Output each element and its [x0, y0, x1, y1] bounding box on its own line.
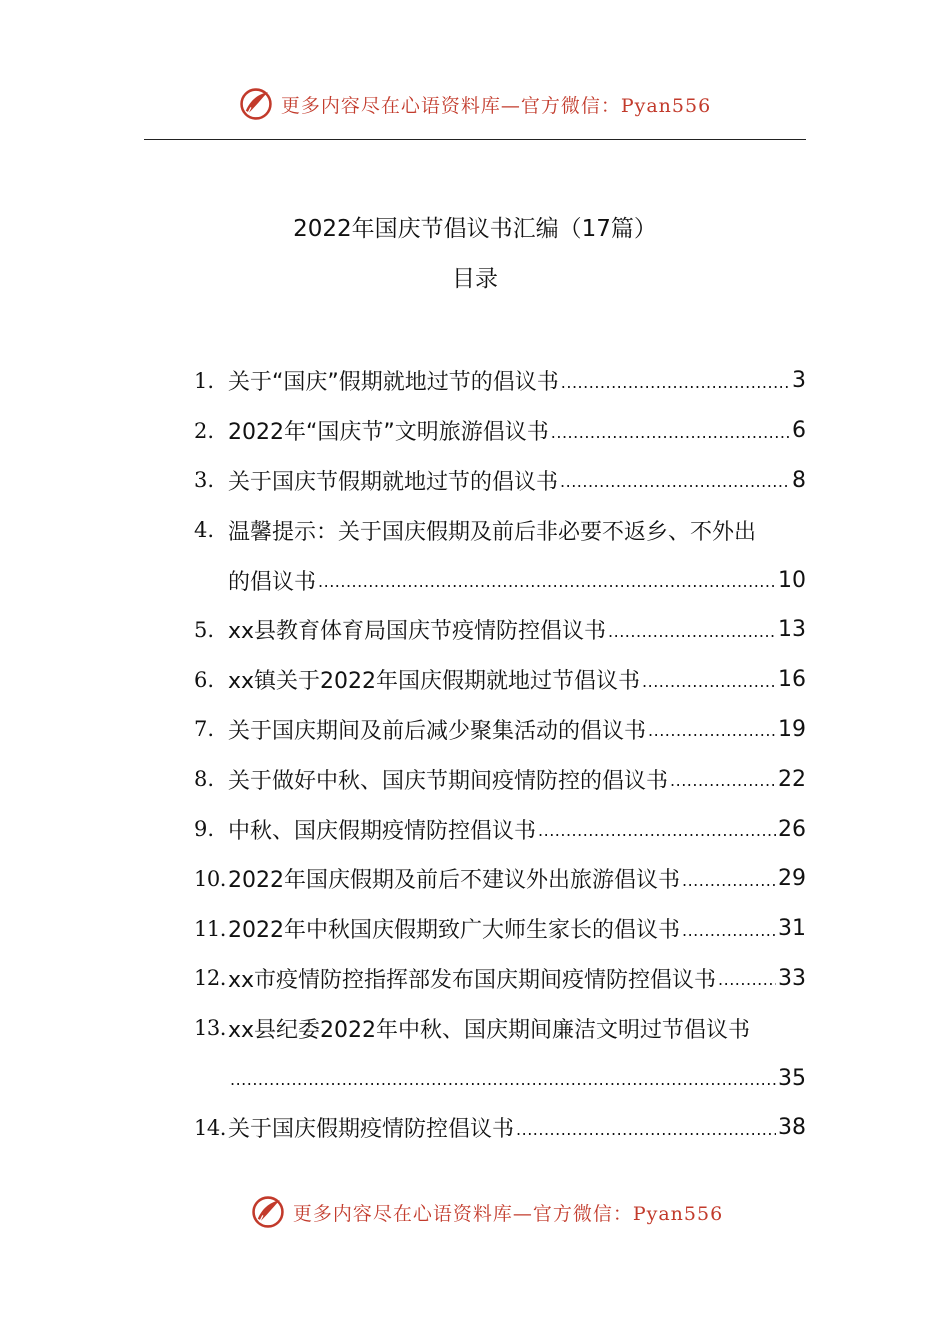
toc-entry-page: 3 — [792, 368, 806, 394]
toc-entry-10[interactable] — [194, 854, 806, 904]
watermark-wechat-id: Pyan556 — [620, 94, 712, 117]
toc-entry-title: 2022年国庆假期及前后不建议外出旅游倡议书 — [228, 868, 680, 894]
table-of-contents — [194, 356, 806, 1153]
toc-entry-page: 33 — [778, 965, 806, 991]
toc-entry-2[interactable] — [194, 406, 806, 456]
dot-leader — [718, 967, 776, 989]
header-rule — [144, 139, 806, 140]
toc-entry-title: xx市疫情防控指挥部发布国庆期间疫情防控倡议书 — [228, 967, 717, 993]
toc-entry-page: 19 — [778, 716, 806, 742]
toc-entry-page: 31 — [778, 916, 806, 942]
watermark-label: 更多内容尽在心语资料库—官方微信： — [280, 94, 621, 117]
toc-entry-page: 6 — [792, 418, 806, 444]
toc-entry-title: 关于做好中秋、国庆节期间疫情防控的倡议书 — [228, 768, 669, 794]
toc-entry-page: 8 — [792, 467, 806, 493]
toc-entry-title: 2022年“国庆节”文明旅游倡议书 — [228, 420, 549, 446]
toc-entry-number: 11. — [194, 916, 226, 941]
dot-leader — [682, 868, 776, 890]
toc-entry-4-continued[interactable] — [194, 555, 806, 605]
toc-entry-9[interactable] — [194, 804, 806, 854]
watermark-text — [281, 91, 711, 118]
toc-entry-7[interactable] — [194, 705, 806, 755]
toc-entry-8[interactable] — [194, 754, 806, 804]
toc-entry-title: xx县教育体育局国庆节疫情防控倡议书 — [228, 619, 607, 645]
toc-entry-title-continued: 的倡议书 — [228, 569, 317, 595]
dot-leader — [538, 818, 776, 840]
toc-entry-page: 38 — [778, 1115, 806, 1141]
toc-entry-number: 5. — [194, 617, 215, 642]
toc-entry-title: 关于国庆假期疫情防控倡议书 — [228, 1117, 515, 1143]
watermark-wechat-id: Pyan556 — [632, 1202, 724, 1225]
toc-entry-3[interactable] — [194, 456, 806, 506]
toc-entry-title: 关于国庆期间及前后减少聚集活动的倡议书 — [228, 718, 647, 744]
dot-leader — [230, 1067, 776, 1089]
dot-leader — [551, 420, 790, 442]
toc-entry-14[interactable] — [194, 1103, 806, 1153]
toc-entry-5[interactable] — [194, 605, 806, 655]
document-title: 2022年国庆节倡议书汇编（17篇） — [293, 216, 657, 242]
toc-entry-page: 29 — [778, 866, 806, 892]
dot-leader — [648, 718, 776, 740]
toc-entry-number: 1. — [194, 368, 215, 393]
toc-entry-title: 2022年中秋国庆假期致广大师生家长的倡议书 — [228, 918, 680, 944]
dot-leader — [561, 370, 790, 392]
toc-entry-title: 中秋、国庆假期疫情防控倡议书 — [228, 818, 537, 844]
toc-entry-1[interactable] — [194, 356, 806, 406]
toc-entry-4[interactable] — [194, 505, 806, 555]
footer-watermark — [12, 1192, 950, 1232]
toc-entry-11[interactable] — [194, 904, 806, 954]
toc-entry-title: 关于“国庆”假期就地过节的倡议书 — [228, 370, 559, 396]
toc-entry-number: 8. — [194, 767, 215, 792]
dot-leader — [642, 669, 776, 691]
toc-entry-page: 16 — [778, 667, 806, 693]
toc-entry-number: 13. — [194, 1016, 226, 1041]
toc-entry-page: 10 — [778, 567, 806, 593]
dot-leader — [318, 569, 776, 591]
watermark-label: 更多内容尽在心语资料库—官方微信： — [292, 1202, 633, 1225]
toc-heading: 目录 — [452, 266, 498, 292]
toc-entry-number: 10. — [194, 866, 226, 891]
quill-logo-icon — [251, 1195, 285, 1229]
toc-entry-13[interactable] — [194, 1003, 806, 1053]
toc-entry-number: 2. — [194, 418, 215, 443]
toc-entry-page: 35 — [778, 1065, 806, 1091]
toc-entry-title: 温馨提示：关于国庆假期及前后非必要不返乡、不外出 — [228, 519, 757, 545]
toc-entry-page: 13 — [778, 617, 806, 643]
toc-entry-number: 12. — [194, 966, 226, 991]
dot-leader — [608, 619, 776, 641]
dot-leader — [682, 918, 776, 940]
header-watermark — [0, 84, 950, 124]
quill-logo-icon — [239, 87, 273, 121]
toc-entry-number: 6. — [194, 667, 215, 692]
toc-entry-12[interactable] — [194, 954, 806, 1004]
toc-entry-title: 关于国庆节假期就地过节的倡议书 — [228, 469, 559, 495]
toc-entry-6[interactable] — [194, 655, 806, 705]
toc-entry-13-continued[interactable] — [194, 1053, 806, 1103]
toc-entry-title: xx县纪委2022年中秋、国庆期间廉洁文明过节倡议书 — [228, 1017, 751, 1043]
toc-entry-number: 4. — [194, 518, 215, 543]
watermark-text — [293, 1199, 723, 1226]
toc-entry-number: 14. — [194, 1115, 226, 1140]
toc-entry-number: 7. — [194, 717, 215, 742]
toc-entry-number: 9. — [194, 817, 215, 842]
dot-leader — [670, 768, 776, 790]
dot-leader — [516, 1117, 776, 1139]
dot-leader — [560, 469, 790, 491]
toc-entry-title: xx镇关于2022年国庆假期就地过节倡议书 — [228, 669, 641, 695]
toc-entry-page: 22 — [778, 766, 806, 792]
toc-entry-page: 26 — [778, 816, 806, 842]
toc-entry-number: 3. — [194, 468, 215, 493]
